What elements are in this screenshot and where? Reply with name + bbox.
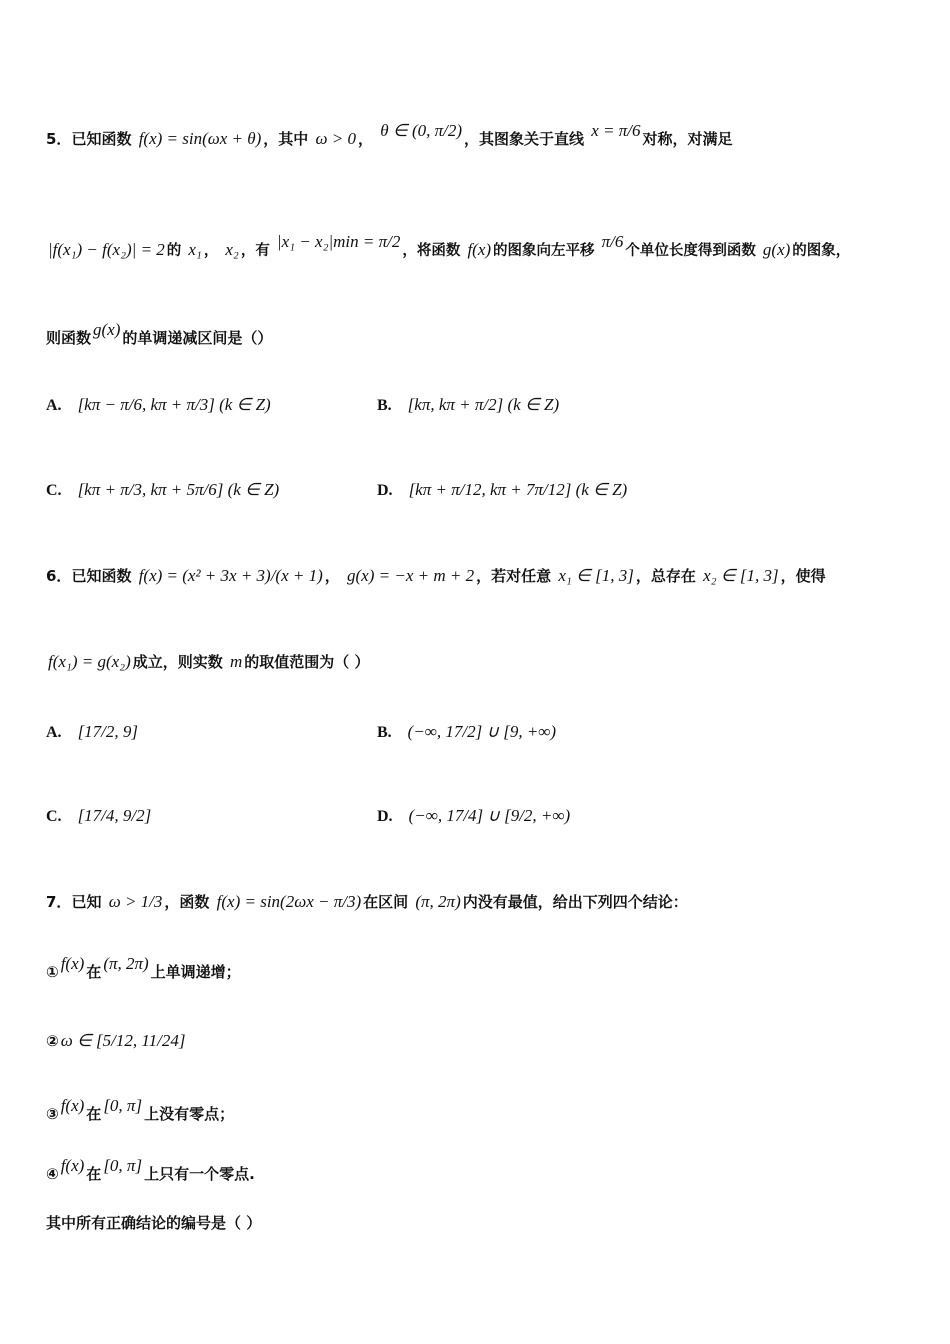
q6-line1: 6．已知函数 f(x) = (x² + 3x + 3)/(x + 1) ， g(x) = −x + m + 2 ，若对任意 x₁ ∈ [1, 3] ，总存在 x₂ ∈ [1, 3] ，使得 [46,566,826,585]
q6-number: 6． [46,567,72,585]
q7-question: 其中所有正确结论的编号是（ ） [46,1214,262,1232]
q5-number: 5． [46,130,72,148]
q7-line1: 7．已知 ω > 1/3 ，函数 f(x) = sin(2ωx − π/3) 在区间 (π, 2π) 内没有最值，给出下列四个结论： [46,892,688,911]
q6-option-c[interactable]: C. [17/4, 9/2] [46,806,152,825]
q5-line2: |f(x₁) − f(x₂)| = 2 的 x₁ ， x₂ ，有 |x₁ − x₂|min = π/2 ，将函数 f(x) 的图象向左平移 π/6 个单位长度得到函数 g(x) 的图象， [48,232,851,259]
q7-number: 7． [46,893,72,911]
q6-option-d[interactable]: D. (−∞, 17/4] ∪ [9/2, +∞) [377,806,571,825]
q6-line2: f(x₁) = g(x₂) 成立，则实数 m 的取值范围为（ ） [48,652,370,671]
q7-item-2: ② ω ∈ [5/12, 11/24] [46,1031,186,1050]
q7-item-1: ① f(x) 在 (π, 2π) 上单调递增； [46,954,241,981]
q6-option-a[interactable]: A. [17/2, 9] [46,722,139,741]
q6-function-f: f(x) = (x² + 3x + 3)/(x + 1) [138,566,323,585]
q5-option-d[interactable]: D. [kπ + π/12, kπ + 7π/12] (k ∈ Z) [377,480,628,499]
q5-option-c[interactable]: C. [kπ + π/3, kπ + 5π/6] (k ∈ Z) [46,480,280,499]
q5-line3: 则函数 g(x) 的单调递减区间是（） [46,320,273,347]
q7-function: f(x) = sin(2ωx − π/3) [216,892,362,911]
q5-option-b[interactable]: B. [kπ, kπ + π/2] (k ∈ Z) [377,395,560,414]
q7-item-3: ③ f(x) 在 [0, π] 上没有零点； [46,1096,235,1123]
q5-function: f(x) = sin(ωx + θ) [138,129,262,148]
q6-option-b[interactable]: B. (−∞, 17/2] ∪ [9, +∞) [377,722,557,741]
q5-line1: 5．已知函数 f(x) = sin(ωx + θ) ，其中 ω > 0 ， θ ∈ (0, π/2) ，其图象关于直线 x = π/6 对称，对满足 [46,121,733,148]
q7-item-4: ④ f(x) 在 [0, π] 上只有一个零点. [46,1156,255,1183]
q6-function-g: g(x) = −x + m + 2 [347,566,475,585]
q5-option-a[interactable]: A. [kπ − π/6, kπ + π/3] (k ∈ Z) [46,395,271,414]
